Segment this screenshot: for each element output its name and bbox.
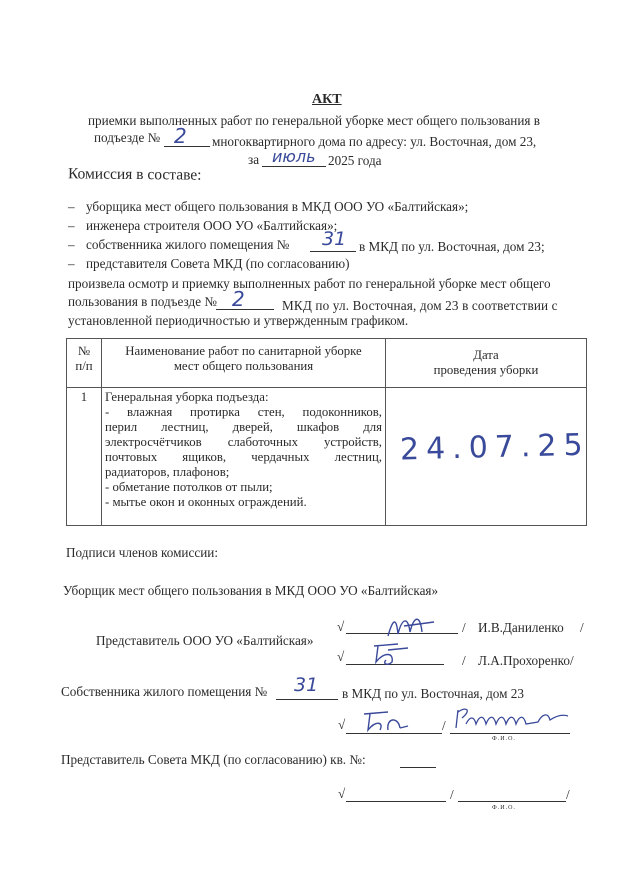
cleaner-line: Уборщик мест общего пользования в МКД ООО УО «Балтийская» xyxy=(63,583,439,598)
work-line-2: - влажная протирка стен, подоконников, xyxy=(105,405,382,419)
header-name xyxy=(102,339,386,388)
signatures-heading: Подписи членов комиссии: xyxy=(66,545,218,560)
work-line-8: - мытье окон и оконных ограждений. xyxy=(105,495,307,509)
body-line-1: произвела осмотр и приемку выполненных работ по генеральной уборке мест общего xyxy=(68,276,551,291)
owner-line-pre: Собственника жилого помещения № xyxy=(61,684,268,699)
work-line-6: радиаторов, плафонов; xyxy=(105,465,230,479)
work-line-5: почтовых ящиков, чердачных лестниц, xyxy=(105,450,382,464)
entrance-number-handwritten: 2 xyxy=(174,124,187,148)
council-check: √ xyxy=(338,786,346,801)
row-date-cell xyxy=(386,388,591,526)
intro-line-1: приемки выполненных работ по генеральной уборке мест общего пользования в xyxy=(88,113,541,128)
header-num xyxy=(67,339,102,388)
header-num-l1: № xyxy=(77,344,91,358)
entrance-field-line xyxy=(164,146,210,147)
rep2-slash: / xyxy=(462,653,466,668)
intro-line-2-post: многоквартирного дома по адресу: ул. Восточная, дом 23, xyxy=(212,134,537,149)
owner-signature-mark xyxy=(358,706,414,736)
member-item-3: – собственника жилого помещения № xyxy=(68,237,290,252)
work-line-4: электросчётчиков слаботочных устройств, xyxy=(105,435,382,449)
commission-heading: Комиссия в составе: xyxy=(67,165,202,184)
member-item-3-tail: в МКД по ул. Восточная, дом 23; xyxy=(359,239,545,254)
header-name-l1: Наименование работ по санитарной уборке xyxy=(125,344,362,358)
owner-name-line xyxy=(450,733,570,734)
owner-slash: / xyxy=(442,718,446,733)
body-line-3: установленной периодичностью и утвержденным графиком. xyxy=(68,313,409,328)
body-entrance-field-line xyxy=(216,309,274,310)
owner-check: √ xyxy=(338,717,346,732)
intro-date-post: 2025 года xyxy=(328,153,382,168)
rep2-check: √ xyxy=(337,649,345,664)
rep1-name: И.В.Даниленко xyxy=(478,620,564,635)
member-flat-field-line xyxy=(310,251,356,252)
body-line-2-post: МКД по ул. Восточная, дом 23 в соответствии с xyxy=(282,298,558,313)
table-row xyxy=(67,388,587,526)
rep2-name: Л.А.Прохоренко xyxy=(478,653,570,668)
council-line: Представитель Совета МКД (по согласованию) кв. №: xyxy=(61,752,366,767)
owner-flat-handwritten: 31 xyxy=(294,674,319,696)
table-header-row xyxy=(67,339,587,388)
month-field-line xyxy=(262,166,326,167)
document-title: АКТ xyxy=(312,92,342,107)
rep2-slash-end: / xyxy=(570,653,574,668)
row-works xyxy=(102,388,386,526)
council-slash-end: / xyxy=(566,787,570,802)
council-name-line xyxy=(458,801,566,802)
rep1-slash: / xyxy=(462,620,466,635)
header-date-l2: проведения уборки xyxy=(433,363,539,377)
work-line-3: перил лестниц, дверей, шкафов для xyxy=(105,420,382,434)
council-fio-caption: Ф.И.О. xyxy=(492,805,516,811)
council-slash: / xyxy=(450,787,454,802)
member-item-2: – инженера строителя ООО УО «Балтийская»; xyxy=(68,218,338,233)
cleaning-date-handwritten: 24.07.25 xyxy=(399,427,591,468)
header-date xyxy=(386,339,587,388)
owner-flat-field-line xyxy=(276,699,338,700)
header-num-l2: п/п xyxy=(75,359,93,373)
rep2-signature-mark xyxy=(368,638,412,668)
works-table xyxy=(66,338,591,526)
rep1-check: √ xyxy=(337,619,345,634)
rep1-slash-end: / xyxy=(580,620,584,635)
body-line-2-pre: пользования в подъезде № xyxy=(68,294,217,309)
intro-date-pre: за xyxy=(248,152,260,167)
work-line-7: - обметание потолков от пыли; xyxy=(105,480,273,494)
row-num: 1 xyxy=(67,388,102,526)
month-handwritten: июль xyxy=(272,147,316,166)
intro-line-2-pre: подъезде № xyxy=(94,130,161,145)
header-name-l2: мест общего пользования xyxy=(173,359,314,373)
body-entrance-handwritten: 2 xyxy=(232,287,245,311)
council-signature-line xyxy=(346,801,446,802)
owner-line-post: в МКД по ул. Восточная, дом 23 xyxy=(342,686,524,701)
rep-label: Представитель ООО УО «Балтийская» xyxy=(96,633,314,648)
owner-fio-caption: Ф.И.О. xyxy=(492,736,516,742)
rep1-signature-mark xyxy=(382,610,438,640)
header-date-l1: Дата xyxy=(473,348,499,362)
member-flat-handwritten: 31 xyxy=(322,228,347,250)
owner-name-handwritten xyxy=(452,702,576,732)
work-line-1: Генеральная уборка подъезда: xyxy=(105,390,269,404)
member-item-1: – уборщика мест общего пользования в МКД ООО УО «Балтийская»; xyxy=(68,199,469,214)
member-item-4: – представителя Совета МКД (по согласованию) xyxy=(68,256,350,271)
council-flat-field-line xyxy=(400,767,436,768)
